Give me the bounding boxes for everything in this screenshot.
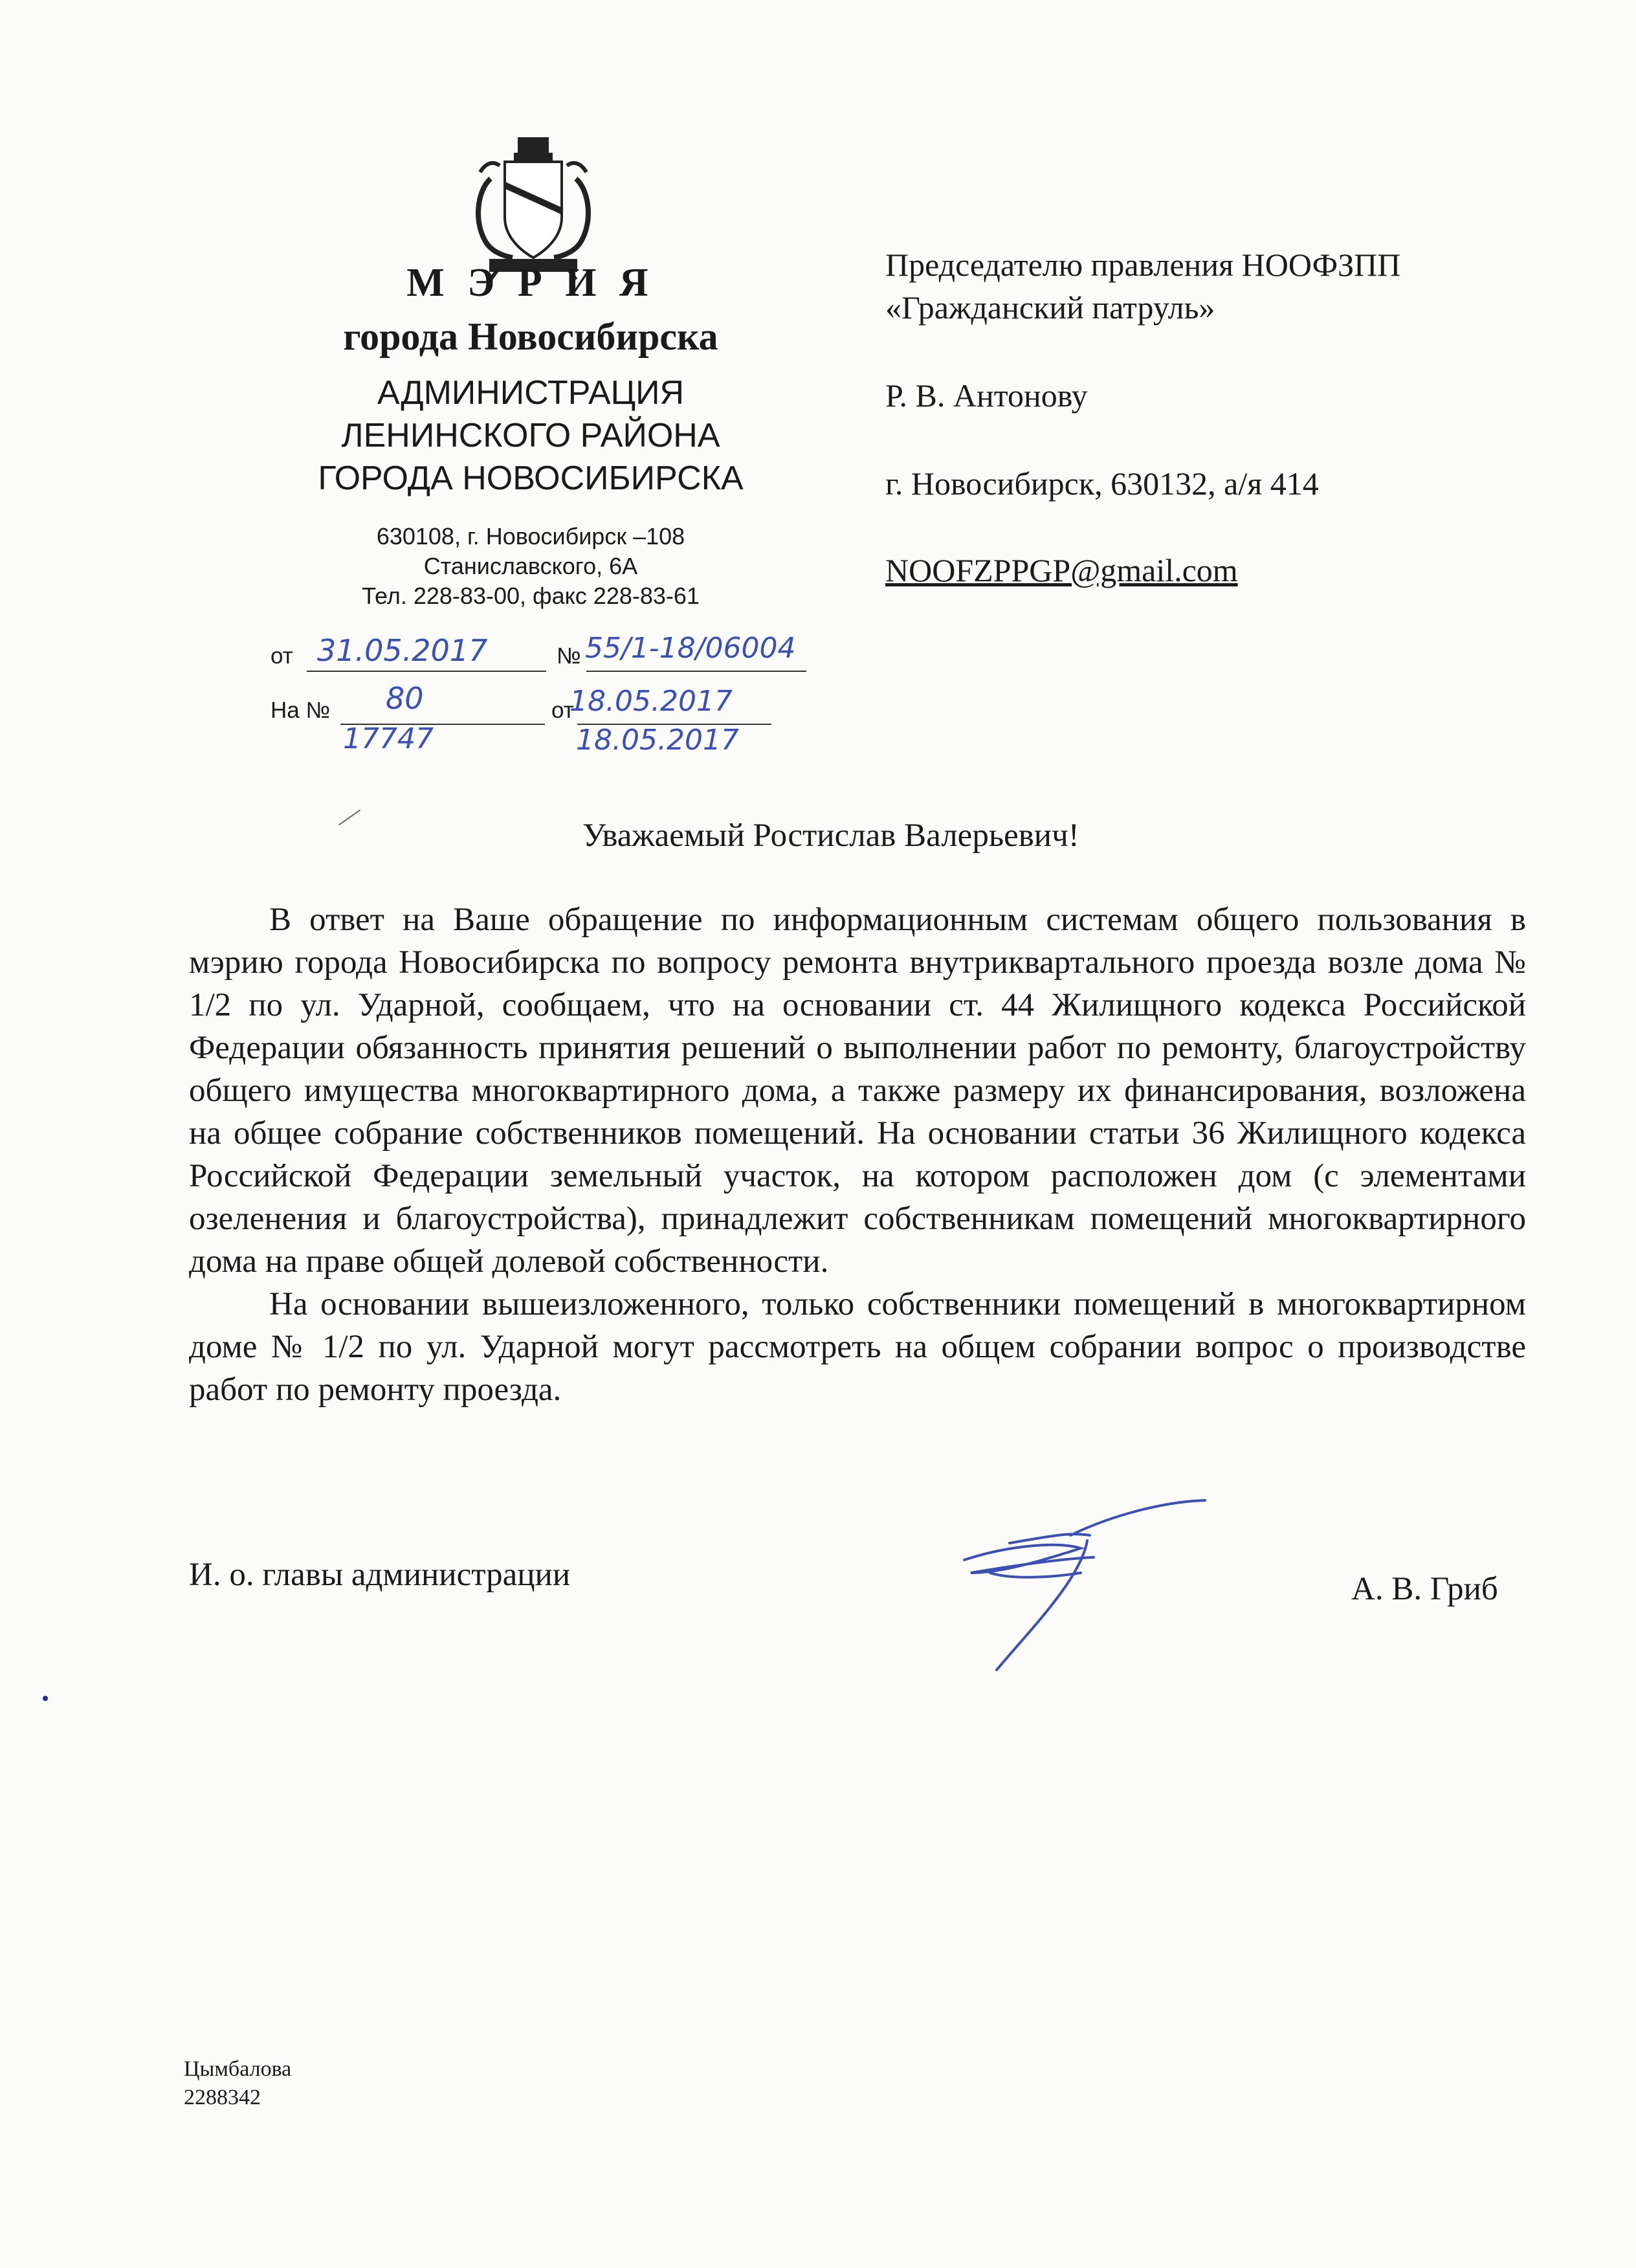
scan-mark [338,810,360,826]
recipient-name: Р. В. Антонову [885,377,1088,414]
handwritten-signature [951,1476,1223,1683]
outgoing-number-handwritten: 55/1-18/06004 [585,632,796,665]
reply-from-label: от [551,698,574,723]
recipient-email-link[interactable]: NOOFZPPGP@gmail.com [885,552,1238,588]
signer-position: И. о. главы администрации [189,1557,571,1593]
admin-line: ГОРОДА НОВОСИБИРСКА [318,460,744,497]
city-title: города Новосибирска [343,315,718,358]
signer-name: А. В. Гриб [1351,1571,1498,1607]
outgoing-date-handwritten: 31.05.2017 [317,633,488,668]
address-line: Тел. 228-83-00, факс 228-83-61 [362,583,700,609]
number-line [586,671,806,672]
reply-number-handwritten: 80 [386,681,424,716]
recipient-address: г. Новосибирск, 630132, а/я 414 [885,465,1319,502]
recipient-line-2: «Гражданский патруль» [885,289,1215,326]
recipient-line-1: Председателю правления НООФЗПП [885,247,1401,283]
administration-name [246,372,815,500]
from-label: от [271,643,293,669]
executor-phone: 2288342 [184,2085,261,2109]
scan-speck [43,1696,48,1701]
number-label: № [557,643,581,669]
body-paragraph-2: На основании вышеизложенного, только собственники помещений в многоквартирном доме № 1/2 по ул. Ударной могут рассмотреть на общем собрании вопрос о производстве работ по ремонту проезда. [189,1286,1526,1408]
extra-number-handwritten: 17747 [343,722,434,755]
admin-line: ЛЕНИНСКОГО РАЙОНА [341,417,720,454]
greeting: Уважаемый Ростислав Валерьевич! [582,817,1079,854]
body-paragraph-1: В ответ на Ваше обращение по информационным системам общего пользования в мэрию города Новосибирска по вопросу ремонта внутриквартального проезда возле дома № 1/2 по ул. Ударной, сообщаем, что на основании ст. 44 Жилищного кодекса Российской Федерации обязанность принятия решений о выполнении работ по ремонту, благоустройству общего имущества многоквартирного дома, а также размеру их финансирования, возложена на общее собрание собственников помещений. На основании статьи 36 Жилищного кодекса Российской Федерации земельный участок, на котором расположен дом (с элементами озеленения и благоустройства), принадлежит собственникам помещений многоквартирного дома на праве общей долевой собственности. [189,902,1526,1280]
reply-date-handwritten: 18.05.2017 [569,685,733,718]
mayoralty-title: М Э Р И Я [406,261,655,305]
executor-name: Цымбалова [184,2057,292,2081]
letter-body [189,898,1526,1411]
address-line: 630108, г. Новосибирск –108 [376,523,685,550]
reply-number-label: На № [271,698,331,723]
extra-date-handwritten: 18.05.2017 [576,724,739,757]
sender-address [259,522,802,611]
date-line [307,671,546,672]
address-line: Станиславского, 6А [423,553,638,579]
admin-line: АДМИНИСТРАЦИЯ [377,374,685,412]
